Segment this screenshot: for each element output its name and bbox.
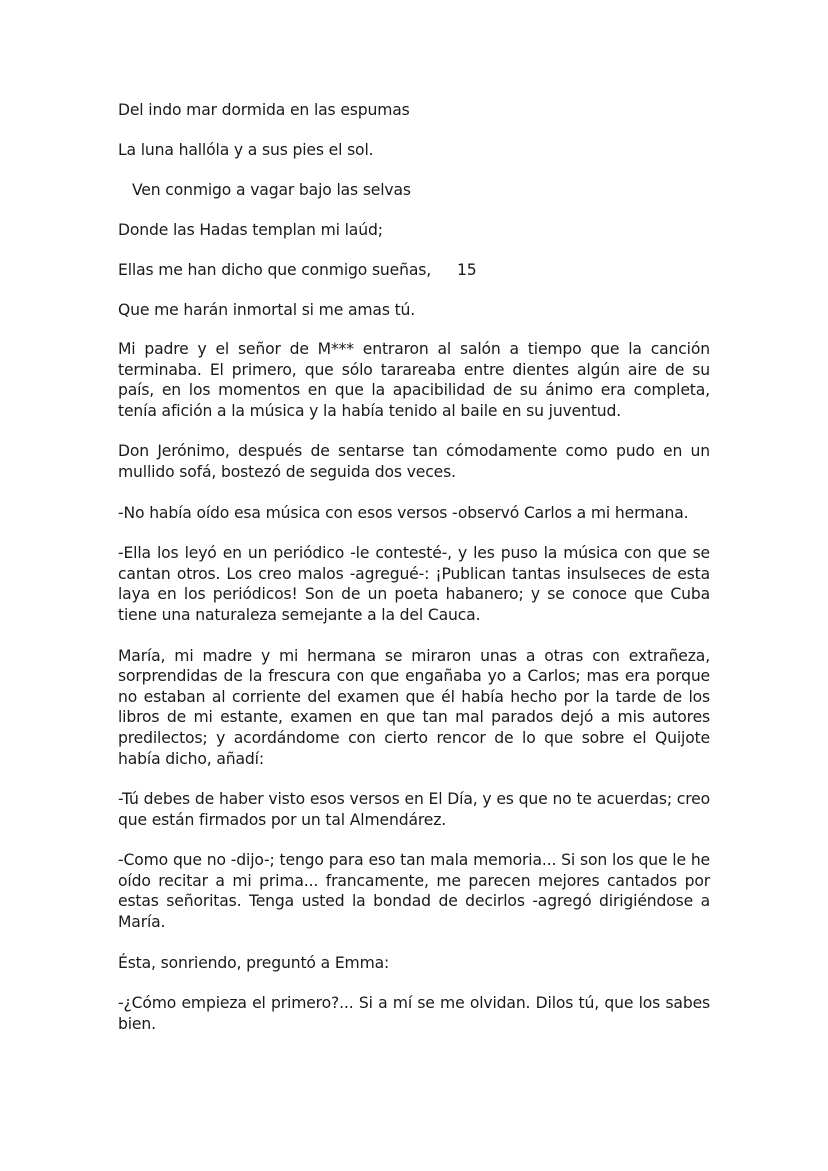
prose-body bbox=[118, 339, 710, 1034]
paragraph: Mi padre y el señor de M*** entraron al salón a tiempo que la canción terminaba. El primero, que sólo tarareaba entre dientes algún aire de su país, en los momentos en que la apacibilidad de su ánimo era completa, tenía afición a la música y la había tenido al baile en su juventud. bbox=[118, 340, 710, 420]
verse-number: 15 bbox=[457, 261, 477, 279]
paragraph: Don Jerónimo, después de sentarse tan cómodamente como pudo en un mullido sofá, bostezó de seguida dos veces. bbox=[118, 442, 710, 481]
poem-line-text: Ellas me han dicho que conmigo sueñas, bbox=[118, 261, 432, 279]
poem-line-text: La luna hallóla y a sus pies el sol. bbox=[118, 141, 374, 159]
paragraph: -Tú debes de haber visto esos versos en El Día, y es que no te acuerdas; creo que están firmados por un tal Almendárez. bbox=[118, 790, 710, 829]
paragraph: María, mi madre y mi hermana se miraron unas a otras con extrañeza, sorprendidas de la frescura con que engañaba yo a Carlos; mas era porque no estaban al corriente del examen que él había hecho por la tarde de los libros de mi estante, examen en que tan mal parados dejó a mis autores predilectos; y acordándome con cierto rencor de lo que sobre el Quijote había dicho, añadí: bbox=[118, 646, 710, 768]
poem-line bbox=[118, 99, 710, 139]
poem-line bbox=[118, 259, 710, 299]
paragraph: Ésta, sonriendo, preguntó a Emma: bbox=[118, 953, 390, 972]
document-page bbox=[118, 99, 710, 1054]
poem-line-text: Ven conmigo a vagar bajo las selvas bbox=[132, 181, 411, 199]
poem-line-text: Que me harán inmortal si me amas tú. bbox=[118, 301, 416, 319]
poem-line bbox=[118, 219, 710, 259]
poem-line bbox=[118, 139, 710, 179]
paragraph: -¿Cómo empieza el primero?... Si a mí se me olvidan. Dilos tú, que los sabes bien. bbox=[118, 994, 710, 1033]
poem-line bbox=[118, 299, 710, 339]
poem-line-text: Donde las Hadas templan mi laúd; bbox=[118, 221, 383, 239]
paragraph: -Como que no -dijo-; tengo para eso tan mala memoria... Si son los que le he oído recitar a mi prima... francamente, me parecen mejores cantados por estas señoritas. Tenga usted la bondad de decirlos -agregó dirigiéndose a María. bbox=[118, 851, 710, 932]
poem bbox=[118, 99, 710, 339]
poem-line-text: Del indo mar dormida en las espumas bbox=[118, 101, 410, 119]
paragraph: -No había oído esa música con esos versos -observó Carlos a mi hermana. bbox=[118, 503, 689, 522]
paragraph: -Ella los leyó en un periódico -le contesté-, y les puso la música con que se cantan otros. Los creo malos -agregué-: ¡Publican tantas insulseces de esta laya en los periódicos! Son de un poeta habanero; y se conoce que Cuba tiene una naturaleza semejante a la del Cauca. bbox=[118, 544, 710, 624]
poem-line-indented bbox=[118, 179, 710, 219]
